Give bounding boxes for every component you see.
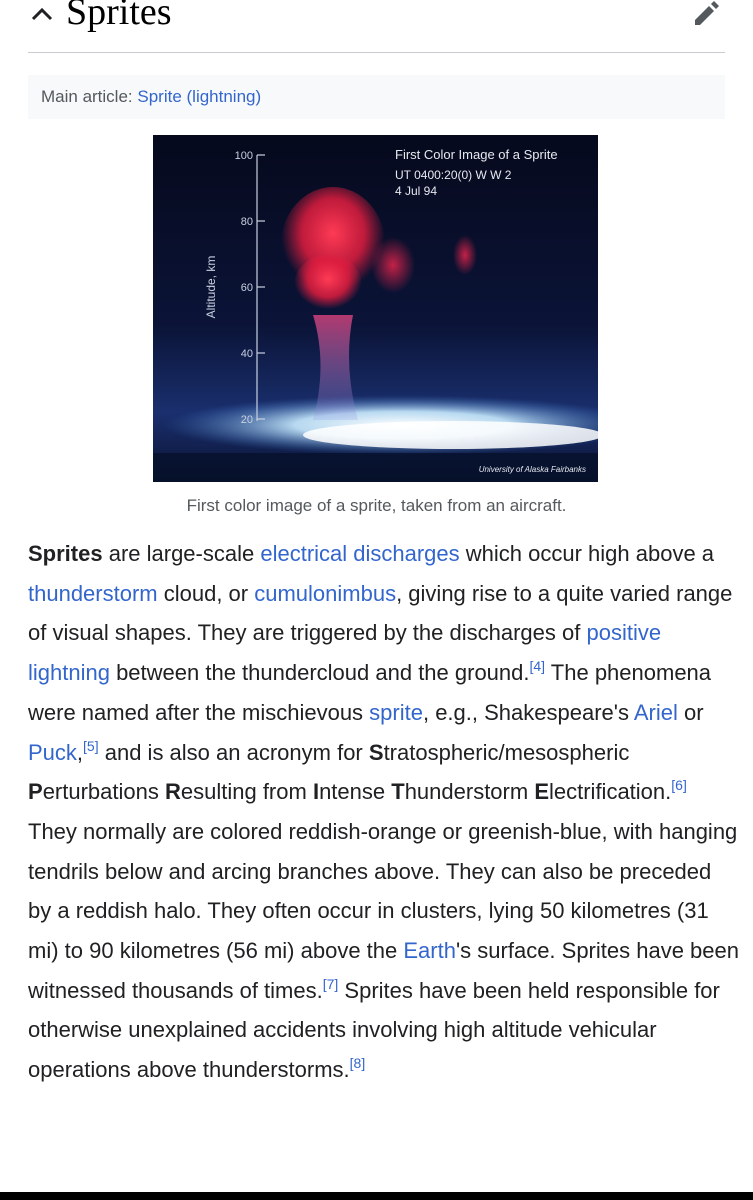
image-date: 4 Jul 94 [395, 184, 438, 198]
link-thunderstorm[interactable]: thunderstorm [28, 580, 158, 606]
hatnote-prefix: Main article: [41, 87, 138, 106]
link-sprite[interactable]: sprite [369, 699, 423, 725]
chevron-up-icon[interactable] [28, 2, 56, 30]
link-earth[interactable]: Earth [403, 938, 456, 964]
tick-label: 100 [234, 150, 253, 162]
link-puck[interactable]: Puck [28, 739, 77, 765]
main-article-hatnote [28, 75, 725, 119]
image-time: UT 0400:20(0) W W 2 [395, 168, 512, 182]
citation-7[interactable]: [7] [322, 975, 339, 992]
section-title: Sprites [66, 0, 172, 33]
image-credit: University of Alaska Fairbanks [478, 465, 586, 474]
text: , e.g., Shakespeare's [422, 699, 634, 725]
text: 's surface. Sprites have been witnessed thousands of times. [28, 938, 739, 1003]
text: Sprites have been held responsible for otherwise unexplained accidents involving high altitude vehicular operations above thunderstorms. [28, 977, 720, 1083]
text: and is also an acronym for [98, 739, 369, 765]
text: cloud, or [157, 580, 255, 606]
bottom-bar [0, 1192, 753, 1200]
citation-4[interactable]: [4] [529, 658, 546, 675]
tick-label: 60 [240, 282, 253, 294]
image-caption: First color image of a sprite, taken from an aircraft. [186, 496, 567, 515]
text: The phenomena were named after the mischievous [28, 660, 712, 725]
text: between the thundercloud and the ground. [109, 660, 530, 686]
text: , giving rise to a quite varied range of visual shapes. They are triggered by the discharges of [28, 580, 733, 646]
tick-label: 40 [240, 348, 253, 360]
pencil-edit-icon[interactable] [687, 0, 725, 32]
text: tratospheric/mesospheric [383, 739, 630, 765]
text: erturbations [42, 779, 165, 805]
axis-label: Altitude, km [204, 255, 218, 319]
link-ariel[interactable]: Ariel [633, 699, 678, 725]
section-heading[interactable] [28, 0, 725, 53]
text: , [76, 739, 84, 765]
acronym-letter: P [28, 779, 43, 805]
acronym-letter: T [391, 779, 405, 805]
text: They normally are colored reddish-orange or greenish-blue, with hanging tendrils below and arcing branches above. They can also be preceded by a reddish halo. They often occur in clusters, lying 50 kilometres (31 mi) to 90 kilometres (56 mi) above the [28, 818, 738, 964]
acronym-letter: R [164, 779, 181, 805]
text: which occur high above a [459, 541, 715, 566]
acronym-letter: I [312, 779, 320, 805]
text: hunderstorm [404, 779, 535, 805]
link-cumulonimbus[interactable]: cumulonimbus [254, 580, 397, 606]
text: are large-scale [102, 541, 261, 566]
text: or [677, 699, 704, 725]
link-electrical-discharges[interactable]: electrical discharges [260, 541, 460, 566]
tick-label: 20 [240, 414, 253, 426]
text: lectrification. [549, 779, 672, 805]
image-title: First Color Image of a Sprite [395, 147, 558, 162]
citation-6[interactable]: [6] [671, 777, 687, 794]
link-positive-lightning[interactable]: positive lightning [28, 620, 662, 686]
citation-8[interactable]: [8] [349, 1055, 366, 1072]
text: ntense [319, 779, 392, 805]
sprite-image[interactable] [153, 135, 598, 482]
acronym-letter: S [368, 739, 384, 765]
tick-label: 80 [240, 216, 253, 228]
bold-term: Sprites [28, 541, 103, 566]
main-article-link[interactable]: Sprite (lightning) [137, 87, 262, 106]
article-paragraph [28, 534, 740, 1090]
acronym-letter: E [534, 779, 549, 805]
text: esulting from [180, 779, 313, 805]
citation-5[interactable]: [5] [83, 737, 99, 754]
